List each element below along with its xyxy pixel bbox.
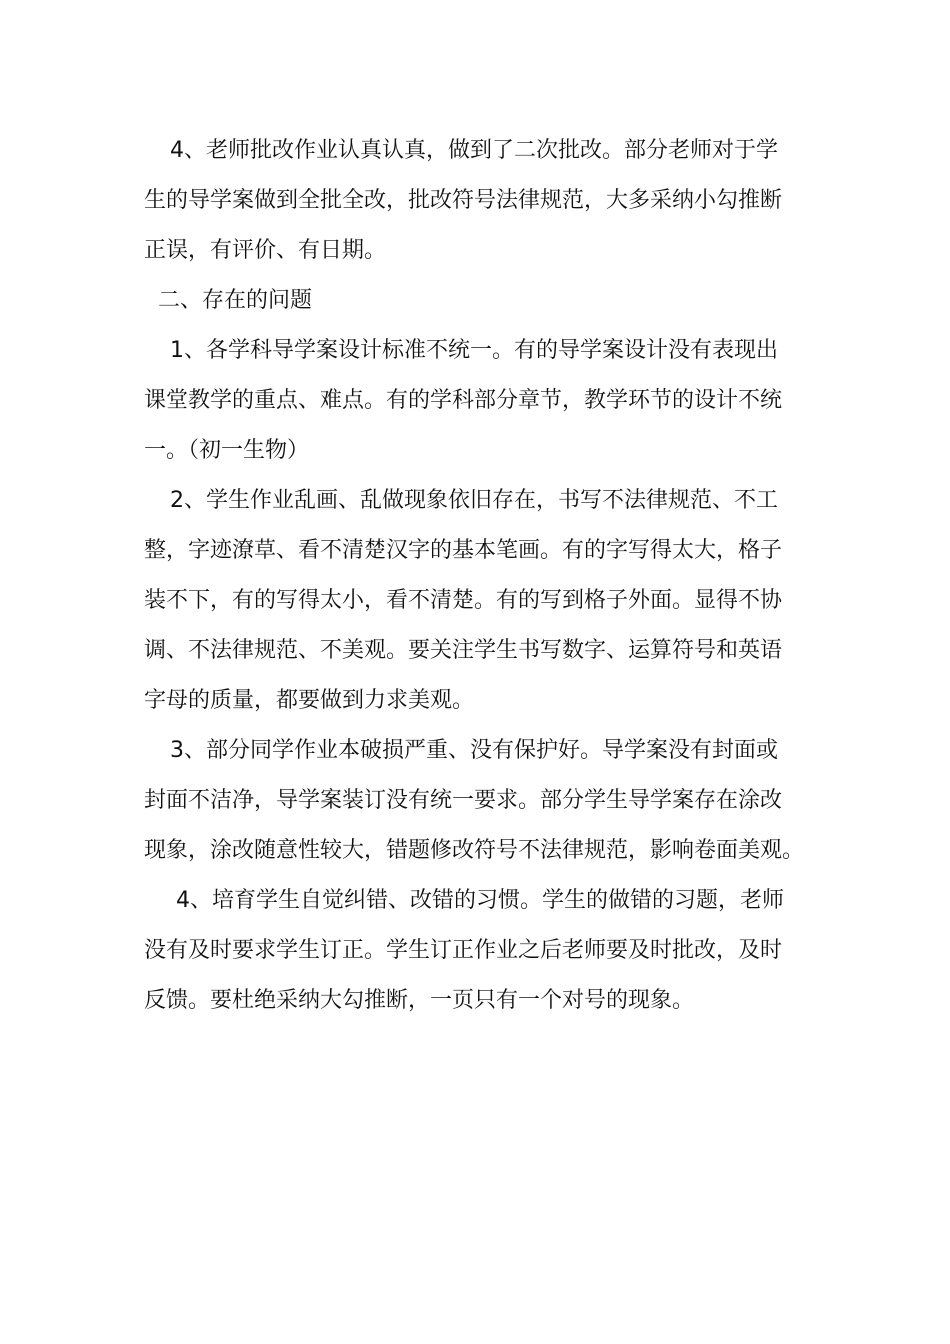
section-heading: 二、存在的问题 (158, 288, 313, 313)
text-line: 课堂教学的重点、难点。有的学科部分章节，教学环节的设计不统 (144, 388, 783, 413)
text-line: 3、部分同学作业本破损严重、没有保护好。导学案没有封面或 (170, 738, 778, 763)
text-line: 4、老师批改作业认真认真，做到了二次批改。部分老师对于学 (170, 138, 778, 163)
text-line: 现象，涂改随意性较大，错题修改符号不法律规范，影响卷面美观。 (144, 838, 805, 863)
text-line: 正误，有评价、有日期。 (144, 238, 387, 263)
text-line: 1、各学科导学案设计标准不统一。有的导学案设计没有表现出 (170, 338, 778, 363)
text-line: 生的导学案做到全批全改，批改符号法律规范，大多采纳小勾推断 (144, 188, 783, 213)
text-line: 一。（初一生物） (144, 438, 310, 463)
text-line: 反馈。要杜绝采纳大勾推断，一页只有一个对号的现象。 (144, 988, 695, 1013)
text-line: 字母的质量，都要做到力求美观。 (144, 688, 475, 713)
text-line: 整，字迹潦草、看不清楚汉字的基本笔画。有的字写得太大，格子 (144, 538, 783, 563)
text-line: 调、不法律规范、不美观。要关注学生书写数字、运算符号和英语 (144, 638, 783, 663)
text-line: 装不下，有的写得太小，看不清楚。有的写到格子外面。显得不协 (144, 588, 783, 613)
text-line: 2、学生作业乱画、乱做现象依旧存在，书写不法律规范、不工 (170, 488, 778, 513)
text-line: 4、培育学生自觉纠错、改错的习惯。学生的做错的习题，老师 (176, 888, 784, 913)
text-line: 封面不洁净，导学案装订没有统一要求。部分学生导学案存在涂改 (144, 788, 783, 813)
text-line: 没有及时要求学生订正。学生订正作业之后老师要及时批改，及时 (144, 938, 783, 963)
